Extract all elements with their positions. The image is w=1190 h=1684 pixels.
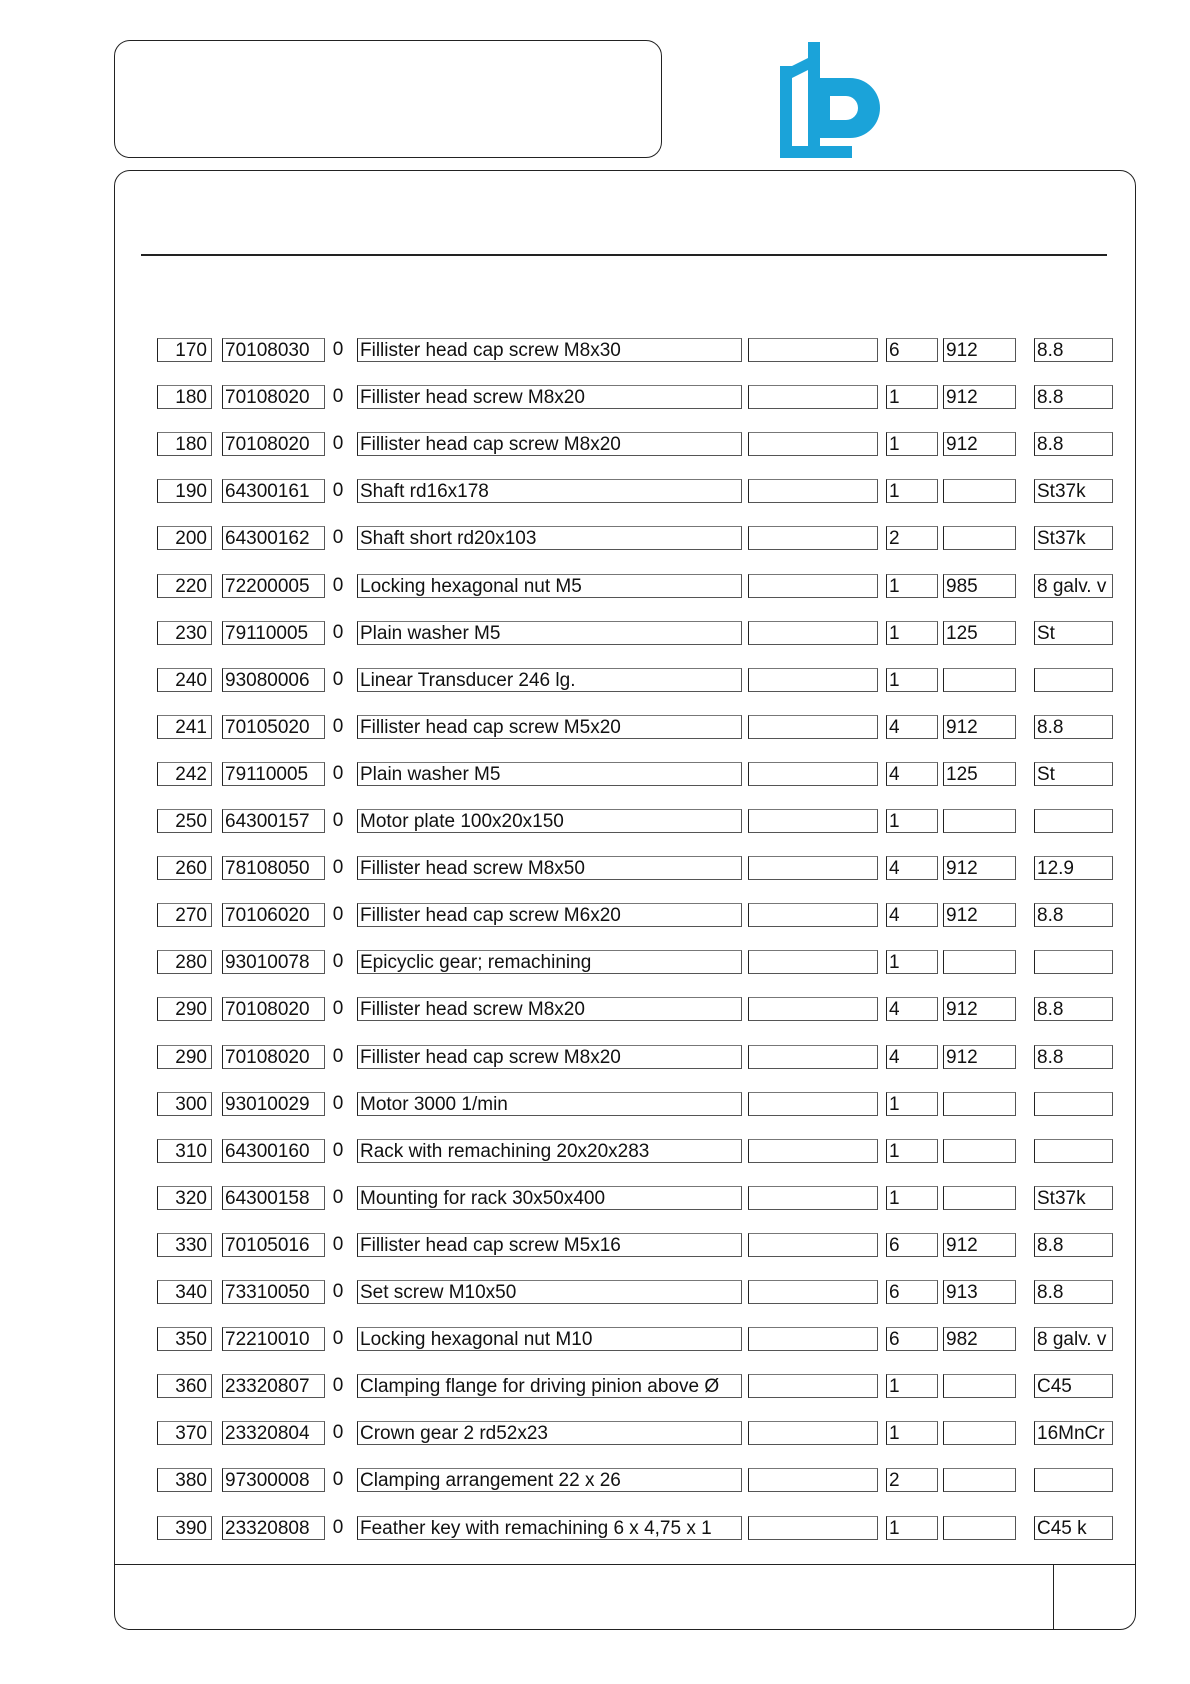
lb-logo-icon: [780, 38, 880, 162]
norm-number: 912: [943, 903, 1016, 927]
norm-number: [943, 668, 1016, 692]
quantity: 1: [886, 1374, 938, 1398]
table-row: [0, 1139, 1190, 1165]
description: Fillister head cap screw M6x20: [357, 903, 742, 927]
description: Plain washer M5: [357, 621, 742, 645]
revision-index: 0: [332, 715, 344, 737]
norm-number: 912: [943, 997, 1016, 1021]
table-row: [0, 997, 1190, 1023]
article-number: 64300158: [222, 1186, 325, 1210]
revision-index: 0: [332, 1139, 344, 1161]
norm-number: 912: [943, 1045, 1016, 1069]
norm-number: [943, 1421, 1016, 1445]
description: Linear Transducer 246 lg.: [357, 668, 742, 692]
table-row: [0, 385, 1190, 411]
position-number: 310: [157, 1139, 212, 1163]
table-row: [0, 1186, 1190, 1212]
description: Plain washer M5: [357, 762, 742, 786]
revision-index: 0: [332, 1516, 344, 1538]
quantity: 4: [886, 997, 938, 1021]
revision-index: 0: [332, 1281, 344, 1302]
revision-index: 0: [332, 998, 344, 1020]
quantity: 1: [886, 668, 938, 692]
revision-index: 0: [332, 574, 344, 596]
norm-number: [943, 1139, 1016, 1163]
material: [1034, 668, 1113, 692]
quantity: 1: [886, 385, 938, 409]
norm-number: 912: [943, 338, 1016, 362]
norm-number: 982: [943, 1327, 1016, 1351]
quantity: 1: [886, 1421, 938, 1445]
extra-field: [748, 1468, 878, 1492]
revision-index: 0: [332, 1469, 344, 1491]
table-row: [0, 1516, 1190, 1542]
quantity: 1: [886, 479, 938, 503]
norm-number: [943, 809, 1016, 833]
extra-field: [748, 621, 878, 645]
norm-number: 912: [943, 1233, 1016, 1257]
revision-index: 0: [332, 810, 344, 831]
material: 8 galv. v: [1034, 574, 1113, 598]
position-number: 340: [157, 1280, 212, 1304]
position-number: 270: [157, 903, 212, 927]
extra-field: [748, 526, 878, 550]
norm-number: 125: [943, 621, 1016, 645]
revision-index: 0: [332, 1233, 344, 1255]
article-number: 70108020: [222, 997, 325, 1021]
material: [1034, 809, 1113, 833]
revision-index: 0: [332, 621, 344, 643]
revision-index: 0: [332, 762, 344, 784]
revision-index: 0: [332, 668, 344, 690]
extra-field: [748, 479, 878, 503]
material: 8.8: [1034, 715, 1113, 739]
extra-field: [748, 762, 878, 786]
quantity: 4: [886, 1045, 938, 1069]
norm-number: [943, 1092, 1016, 1116]
norm-number: 125: [943, 762, 1016, 786]
extra-field: [748, 856, 878, 880]
description: Shaft rd16x178: [357, 479, 742, 503]
description: Clamping arrangement 22 x 26: [357, 1468, 742, 1492]
position-number: 320: [157, 1186, 212, 1210]
material: 8.8: [1034, 997, 1113, 1021]
quantity: 1: [886, 1139, 938, 1163]
extra-field: [748, 385, 878, 409]
material: St: [1034, 621, 1113, 645]
table-row: [0, 1092, 1190, 1118]
extra-field: [748, 715, 878, 739]
quantity: 2: [886, 526, 938, 550]
quantity: 4: [886, 762, 938, 786]
material: C45: [1034, 1374, 1113, 1398]
revision-index: 0: [332, 386, 344, 408]
material: 8.8: [1034, 1045, 1113, 1069]
position-number: 241: [157, 715, 212, 739]
position-number: 290: [157, 1045, 212, 1069]
description: Fillister head cap screw M5x16: [357, 1233, 742, 1257]
title-divider: [141, 254, 1107, 256]
description: Fillister head cap screw M8x20: [357, 1045, 742, 1069]
extra-field: [748, 1045, 878, 1069]
article-number: 70108020: [222, 385, 325, 409]
norm-number: 913: [943, 1280, 1016, 1304]
position-number: 230: [157, 621, 212, 645]
material: [1034, 1139, 1113, 1163]
position-number: 380: [157, 1468, 212, 1492]
table-row: [0, 903, 1190, 929]
quantity: 6: [886, 1233, 938, 1257]
quantity: 1: [886, 1186, 938, 1210]
description: Motor plate 100x20x150: [357, 809, 742, 833]
description: Fillister head cap screw M8x20: [357, 432, 742, 456]
extra-field: [748, 432, 878, 456]
extra-field: [748, 1516, 878, 1540]
article-number: 79110005: [222, 621, 325, 645]
article-number: 79110005: [222, 762, 325, 786]
article-number: 70105016: [222, 1233, 325, 1257]
article-number: 64300160: [222, 1139, 325, 1163]
position-number: 300: [157, 1092, 212, 1116]
quantity: 1: [886, 1516, 938, 1540]
position-number: 280: [157, 950, 212, 974]
quantity: 4: [886, 903, 938, 927]
norm-number: [943, 1374, 1016, 1398]
article-number: 64300157: [222, 809, 325, 833]
article-number: 78108050: [222, 856, 325, 880]
quantity: 1: [886, 574, 938, 598]
extra-field: [748, 1327, 878, 1351]
revision-index: 0: [332, 1422, 344, 1444]
extra-field: [748, 1139, 878, 1163]
description: Set screw M10x50: [357, 1280, 742, 1304]
position-number: 242: [157, 762, 212, 786]
extra-field: [748, 574, 878, 598]
article-number: 23320808: [222, 1516, 325, 1540]
table-row: [0, 526, 1190, 552]
extra-field: [748, 1280, 878, 1304]
norm-number: [943, 526, 1016, 550]
material: C45 k: [1034, 1516, 1113, 1540]
position-number: 360: [157, 1374, 212, 1398]
position-number: 170: [157, 338, 212, 362]
description: Rack with remachining 20x20x283: [357, 1139, 742, 1163]
revision-index: 0: [332, 527, 344, 549]
material: 8.8: [1034, 385, 1113, 409]
extra-field: [748, 1421, 878, 1445]
article-number: 93080006: [222, 668, 325, 692]
position-number: 190: [157, 479, 212, 503]
article-number: 72210010: [222, 1327, 325, 1351]
position-number: 290: [157, 997, 212, 1021]
extra-field: [748, 1186, 878, 1210]
extra-field: [748, 1233, 878, 1257]
table-row: [0, 432, 1190, 458]
material: 8.8: [1034, 1233, 1113, 1257]
article-number: 73310050: [222, 1280, 325, 1304]
revision-index: 0: [332, 1328, 344, 1350]
table-row: [0, 621, 1190, 647]
revision-index: 0: [332, 480, 344, 502]
table-row: [0, 1045, 1190, 1071]
table-row: [0, 1421, 1190, 1447]
description: Epicyclic gear; remachining: [357, 950, 742, 974]
extra-field: [748, 1374, 878, 1398]
quantity: 6: [886, 1327, 938, 1351]
article-number: 64300161: [222, 479, 325, 503]
position-number: 330: [157, 1233, 212, 1257]
revision-index: 0: [332, 433, 344, 455]
position-number: 240: [157, 668, 212, 692]
revision-index: 0: [332, 904, 344, 926]
extra-field: [748, 338, 878, 362]
quantity: 1: [886, 432, 938, 456]
position-number: 180: [157, 432, 212, 456]
quantity: 1: [886, 950, 938, 974]
description: Clamping flange for driving pinion above Ø: [357, 1374, 742, 1398]
position-number: 220: [157, 574, 212, 598]
table-row: [0, 1280, 1190, 1306]
table-row: [0, 479, 1190, 505]
material: 12.9: [1034, 856, 1113, 880]
description: Shaft short rd20x103: [357, 526, 742, 550]
table-row: [0, 762, 1190, 788]
material: St37k: [1034, 479, 1113, 503]
material: [1034, 1468, 1113, 1492]
article-number: 64300162: [222, 526, 325, 550]
revision-index: 0: [332, 339, 344, 360]
material: 16MnCr: [1034, 1421, 1113, 1445]
quantity: 1: [886, 809, 938, 833]
description: Fillister head screw M8x50: [357, 856, 742, 880]
description: Fillister head screw M8x20: [357, 385, 742, 409]
norm-number: 912: [943, 856, 1016, 880]
header-box: [114, 40, 662, 158]
material: St37k: [1034, 1186, 1113, 1210]
footer-divider: [114, 1564, 1136, 1565]
quantity: 1: [886, 621, 938, 645]
description: Crown gear 2 rd52x23: [357, 1421, 742, 1445]
table-row: [0, 1233, 1190, 1259]
norm-number: [943, 1516, 1016, 1540]
quantity: 6: [886, 1280, 938, 1304]
material: 8.8: [1034, 1280, 1113, 1304]
extra-field: [748, 668, 878, 692]
revision-index: 0: [332, 1375, 344, 1397]
article-number: 70108020: [222, 1045, 325, 1069]
table-row: [0, 1327, 1190, 1353]
quantity: 1: [886, 1092, 938, 1116]
description: Mounting for rack 30x50x400: [357, 1186, 742, 1210]
position-number: 180: [157, 385, 212, 409]
table-row: [0, 950, 1190, 976]
table-row: [0, 1374, 1190, 1400]
material: 8 galv. v: [1034, 1327, 1113, 1351]
description: Motor 3000 1/min: [357, 1092, 742, 1116]
norm-number: 985: [943, 574, 1016, 598]
table-row: [0, 668, 1190, 694]
article-number: 70108030: [222, 338, 325, 362]
table-row: [0, 1468, 1190, 1494]
quantity: 4: [886, 715, 938, 739]
norm-number: [943, 950, 1016, 974]
table-row: [0, 338, 1190, 364]
norm-number: 912: [943, 715, 1016, 739]
position-number: 370: [157, 1421, 212, 1445]
revision-index: 0: [332, 857, 344, 879]
description: Locking hexagonal nut M5: [357, 574, 742, 598]
article-number: 93010078: [222, 950, 325, 974]
quantity: 2: [886, 1468, 938, 1492]
extra-field: [748, 1092, 878, 1116]
norm-number: 912: [943, 385, 1016, 409]
norm-number: [943, 1186, 1016, 1210]
extra-field: [748, 950, 878, 974]
article-number: 93010029: [222, 1092, 325, 1116]
norm-number: [943, 1468, 1016, 1492]
extra-field: [748, 903, 878, 927]
article-number: 72200005: [222, 574, 325, 598]
material: 8.8: [1034, 338, 1113, 362]
extra-field: [748, 997, 878, 1021]
position-number: 250: [157, 809, 212, 833]
revision-index: 0: [332, 1045, 344, 1067]
article-number: 23320804: [222, 1421, 325, 1445]
description: Fillister head screw M8x20: [357, 997, 742, 1021]
description: Locking hexagonal nut M10: [357, 1327, 742, 1351]
description: Fillister head cap screw M8x30: [357, 338, 742, 362]
revision-index: 0: [332, 1186, 344, 1208]
revision-index: 0: [332, 1092, 344, 1114]
table-row: [0, 715, 1190, 741]
position-number: 350: [157, 1327, 212, 1351]
article-number: 70108020: [222, 432, 325, 456]
position-number: 390: [157, 1516, 212, 1540]
article-number: 97300008: [222, 1468, 325, 1492]
material: St37k: [1034, 526, 1113, 550]
article-number: 23320807: [222, 1374, 325, 1398]
material: St: [1034, 762, 1113, 786]
norm-number: [943, 479, 1016, 503]
table-row: [0, 809, 1190, 835]
norm-number: 912: [943, 432, 1016, 456]
revision-index: 0: [332, 951, 344, 973]
position-number: 260: [157, 856, 212, 880]
material: 8.8: [1034, 903, 1113, 927]
extra-field: [748, 809, 878, 833]
quantity: 6: [886, 338, 938, 362]
table-row: [0, 856, 1190, 882]
quantity: 4: [886, 856, 938, 880]
material: [1034, 950, 1113, 974]
table-row: [0, 574, 1190, 600]
position-number: 200: [157, 526, 212, 550]
material: [1034, 1092, 1113, 1116]
material: 8.8: [1034, 432, 1113, 456]
article-number: 70106020: [222, 903, 325, 927]
footer-column-divider: [1053, 1564, 1054, 1630]
description: Feather key with remachining 6 x 4,75 x 1: [357, 1516, 742, 1540]
article-number: 70105020: [222, 715, 325, 739]
description: Fillister head cap screw M5x20: [357, 715, 742, 739]
